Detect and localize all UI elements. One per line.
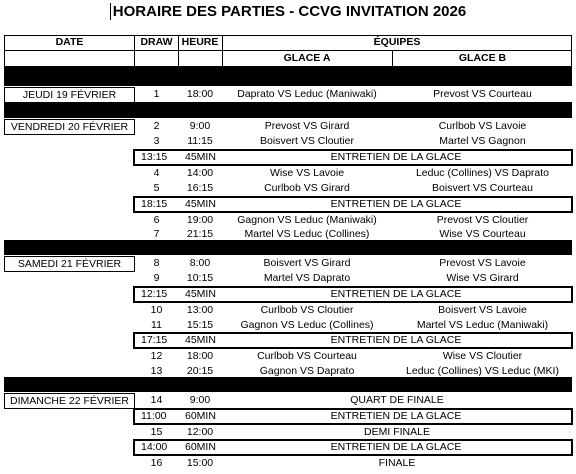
game-time: 10:15 bbox=[186, 272, 214, 284]
game-row bbox=[4, 87, 572, 102]
maintenance-label: ENTRETIEN DE LA GLACE bbox=[330, 410, 462, 422]
draw-number: 6 bbox=[153, 214, 160, 226]
day-label: DIMANCHE 22 FÉVRIER bbox=[4, 393, 135, 409]
draw-number: 8 bbox=[153, 257, 160, 269]
grid-line bbox=[392, 51, 393, 67]
game-time: 9:00 bbox=[189, 120, 211, 132]
draw-number: 13 bbox=[150, 365, 163, 377]
day-label: VENDREDI 20 FÉVRIER bbox=[4, 119, 135, 135]
maintenance-duration: 45MIN bbox=[185, 288, 216, 300]
maintenance-time: 11:00 bbox=[141, 410, 167, 422]
draw-number: 15 bbox=[150, 426, 163, 438]
final-row bbox=[4, 456, 572, 471]
glace-a-match: Gagnon VS Leduc (Maniwaki) bbox=[237, 214, 377, 226]
grid-line bbox=[4, 50, 572, 51]
draw-number: 1 bbox=[153, 88, 160, 100]
maintenance-label: ENTRETIEN DE LA GLACE bbox=[330, 151, 462, 163]
game-row bbox=[4, 181, 572, 196]
glace-b-match: Curlbob VS Lavoie bbox=[438, 120, 527, 132]
draw-number: 4 bbox=[153, 167, 160, 179]
glace-a-match: Martel VS Leduc (Collines) bbox=[244, 228, 370, 240]
game-time: 8:00 bbox=[189, 257, 211, 269]
grid-line bbox=[571, 35, 572, 67]
glace-b-match: Martel VS Leduc (Maniwaki) bbox=[416, 319, 549, 331]
day-label: SAMEDI 21 FÉVRIER bbox=[4, 256, 135, 272]
ice-maintenance-row bbox=[133, 196, 573, 213]
maintenance-time: 18:15 bbox=[141, 198, 168, 210]
glace-b-match: Martel VS Gagnon bbox=[439, 135, 526, 147]
glace-b-match: Wise VS Girard bbox=[446, 272, 519, 284]
glace-b-match: Wise VS Cloutier bbox=[442, 350, 523, 362]
game-time: 9:00 bbox=[189, 394, 211, 406]
glace-b-match: Prevost VS Courteau bbox=[433, 88, 532, 100]
game-row bbox=[4, 119, 572, 134]
game-row bbox=[4, 318, 572, 333]
final-row bbox=[4, 425, 572, 440]
subheader-row bbox=[4, 51, 572, 66]
draw-number: 2 bbox=[153, 120, 160, 132]
grid-line bbox=[222, 35, 223, 67]
draw-number: 16 bbox=[150, 457, 163, 469]
maintenance-time: 12:15 bbox=[141, 288, 168, 300]
glace-b-match: Boisvert VS Lavoie bbox=[438, 304, 527, 316]
round-label: FINALE bbox=[378, 457, 416, 469]
glace-a-match: Curlbob VS Girard bbox=[264, 182, 350, 194]
final-row bbox=[4, 393, 572, 408]
col-date: DATE bbox=[55, 36, 84, 48]
glace-a-match: Wise VS Lavoie bbox=[269, 167, 345, 179]
glace-b-match: Wise VS Courteau bbox=[439, 228, 526, 240]
glace-a-match: Boisvert VS Cloutier bbox=[260, 135, 354, 147]
maintenance-label: ENTRETIEN DE LA GLACE bbox=[330, 441, 462, 453]
draw-number: 3 bbox=[153, 135, 160, 147]
glace-a-match: Curlbob VS Cloutier bbox=[260, 304, 354, 316]
game-row bbox=[4, 134, 572, 149]
day-separator bbox=[4, 102, 572, 118]
game-time: 11:15 bbox=[187, 135, 213, 147]
round-label: DEMI FINALE bbox=[364, 426, 430, 438]
maintenance-label: ENTRETIEN DE LA GLACE bbox=[330, 198, 462, 210]
maintenance-duration: 60MIN bbox=[185, 441, 216, 453]
ice-maintenance-row bbox=[133, 408, 573, 425]
day-label: JEUDI 19 FÉVRIER bbox=[4, 87, 135, 103]
day-separator bbox=[4, 240, 572, 255]
game-time: 15:00 bbox=[186, 457, 214, 469]
draw-number: 10 bbox=[150, 304, 163, 316]
game-time: 13:00 bbox=[186, 304, 214, 316]
maintenance-time: 17:15 bbox=[141, 334, 168, 346]
game-time: 16:15 bbox=[186, 182, 214, 194]
game-row bbox=[4, 364, 572, 379]
grid-line bbox=[178, 35, 179, 67]
game-time: 18:00 bbox=[186, 88, 214, 100]
draw-number: 12 bbox=[150, 350, 163, 362]
maintenance-label: ENTRETIEN DE LA GLACE bbox=[330, 288, 462, 300]
game-row bbox=[4, 271, 572, 286]
glace-b-match: Prevost VS Lavoie bbox=[439, 257, 526, 269]
glace-a-match: Martel VS Daprato bbox=[263, 272, 351, 284]
col-glace-b: GLACE B bbox=[458, 52, 507, 64]
maintenance-duration: 45MIN bbox=[185, 334, 216, 346]
draw-number: 11 bbox=[151, 319, 162, 331]
grid-line bbox=[134, 35, 135, 67]
maintenance-duration: 60MIN bbox=[185, 410, 216, 422]
maintenance-duration: 45MIN bbox=[185, 151, 216, 163]
glace-a-match: Gagnon VS Daprato bbox=[259, 365, 355, 377]
grid-line bbox=[4, 35, 572, 36]
day-separator bbox=[4, 67, 572, 86]
ice-maintenance-row bbox=[133, 332, 573, 349]
game-time: 14:00 bbox=[186, 167, 214, 179]
glace-b-match: Leduc (Collines) VS Leduc (MKI) bbox=[406, 365, 559, 377]
draw-number: 9 bbox=[153, 272, 160, 284]
header-row bbox=[4, 35, 572, 50]
col-equipes: ÉQUIPES bbox=[373, 36, 421, 48]
game-row bbox=[4, 256, 572, 271]
day-separator bbox=[4, 377, 572, 392]
grid-line bbox=[4, 66, 572, 67]
grid-line bbox=[4, 35, 5, 67]
round-label: QUART DE FINALE bbox=[350, 394, 444, 406]
game-time: 20:15 bbox=[186, 365, 214, 377]
maintenance-label: ENTRETIEN DE LA GLACE bbox=[330, 334, 462, 346]
glace-b-match: Boisvert VS Courteau bbox=[432, 182, 533, 194]
game-time: 21:15 bbox=[186, 228, 214, 240]
glace-b-match: Prevost VS Cloutier bbox=[436, 214, 529, 226]
glace-a-match: Daprato VS Leduc (Maniwaki) bbox=[237, 88, 377, 100]
game-row bbox=[4, 227, 572, 242]
game-time: 19:00 bbox=[186, 214, 214, 226]
maintenance-time: 14:00 bbox=[141, 441, 168, 453]
draw-number: 5 bbox=[153, 182, 160, 194]
page-title: HORAIRE DES PARTIES - CCVG INVITATION 2026 bbox=[0, 2, 576, 22]
ice-maintenance-row bbox=[133, 149, 573, 166]
game-row bbox=[4, 166, 572, 181]
ice-maintenance-row bbox=[133, 439, 573, 456]
game-row bbox=[4, 303, 572, 318]
glace-a-match: Curlbob VS Courteau bbox=[257, 350, 357, 362]
draw-number: 7 bbox=[153, 228, 160, 240]
game-row bbox=[4, 213, 572, 228]
glace-a-match: Boisvert VS Girard bbox=[263, 257, 351, 269]
maintenance-time: 13:15 bbox=[141, 151, 168, 163]
schedule-table bbox=[4, 35, 572, 467]
ice-maintenance-row bbox=[133, 286, 573, 303]
glace-b-match: Leduc (Collines) VS Daprato bbox=[415, 167, 550, 179]
col-draw: DRAW bbox=[140, 36, 173, 48]
game-time: 12:00 bbox=[186, 426, 214, 438]
col-heure: HEURE bbox=[181, 36, 219, 48]
game-time: 15:15 bbox=[186, 319, 214, 331]
maintenance-duration: 45MIN bbox=[185, 198, 216, 210]
game-time: 18:00 bbox=[186, 350, 214, 362]
game-row bbox=[4, 349, 572, 364]
draw-number: 14 bbox=[150, 394, 163, 406]
glace-a-match: Prevost VS Girard bbox=[264, 120, 350, 132]
glace-a-match: Gagnon VS Leduc (Collines) bbox=[240, 319, 374, 331]
col-glace-a: GLACE A bbox=[283, 52, 331, 64]
